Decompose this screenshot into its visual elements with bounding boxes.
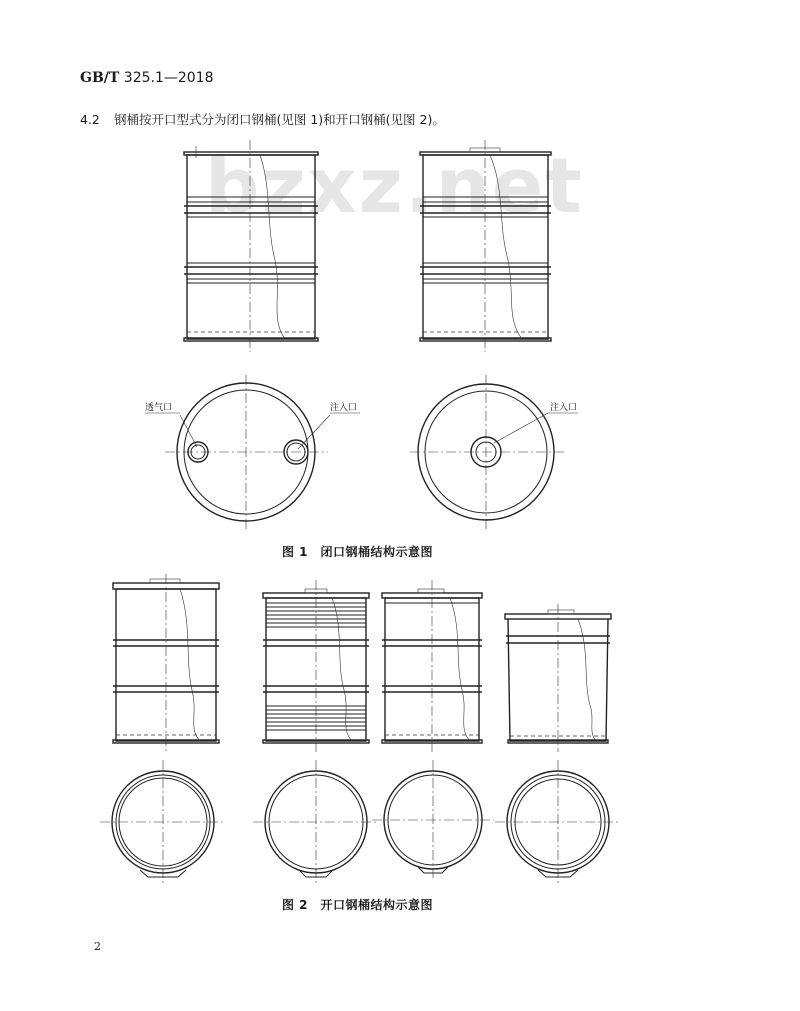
figure-2-caption: 图 2 开口钢桶结构示意图 [282,898,434,912]
open-drum-top-view-4 [495,760,621,884]
open-drum-side-view-2 [263,580,369,752]
page-number: 2 [94,940,101,953]
figure-1-caption: 图 1 闭口钢桶结构示意图 [282,545,434,559]
clause-number: 4.2 [80,112,100,127]
open-drum-top-view-1 [100,760,226,884]
inlet-label-right: 注入口 [550,403,578,413]
watermark-text: bzxz.net [205,141,584,230]
closed-drum-top-view-b [410,375,578,530]
standard-prefix: GB/T [80,70,120,86]
vent-label: 透气口 [145,403,173,413]
closed-drum-top-view-a [145,375,360,530]
open-drum-side-view-3 [382,580,482,752]
open-drum-top-view-3 [372,760,494,880]
clause-text: 钢桶按开口型式分为闭口钢桶(见图 1)和开口钢桶(见图 2)。 [113,112,445,127]
open-drum-side-view-1 [113,574,219,752]
open-drum-side-view-4 [505,604,611,752]
standard-number: 325.1—2018 [123,70,214,86]
inlet-label-left: 注入口 [330,403,358,413]
open-drum-top-view-2 [253,760,379,884]
